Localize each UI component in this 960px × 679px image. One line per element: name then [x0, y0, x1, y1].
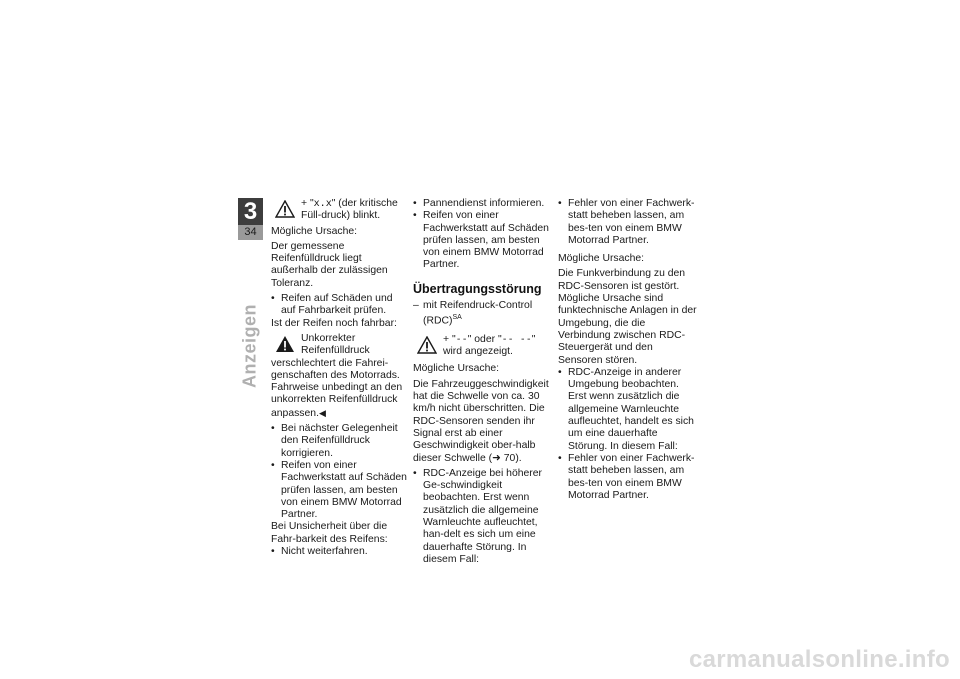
display-code: -- -- — [501, 333, 532, 345]
page-reference[interactable]: 70 — [503, 452, 516, 464]
chapter-tab — [238, 198, 263, 240]
watermark: carmanualsonline.info — [688, 646, 950, 673]
list-item: • Bei nächster Gelegenheit den Reifenfülldruck korrigieren. — [271, 423, 407, 460]
display-code: -- — [455, 333, 468, 345]
display-code: x.x — [313, 198, 332, 209]
column-1 — [271, 198, 407, 558]
section-heading: Übertragungsstörung — [413, 281, 542, 296]
warning-critical-pressure: + "x.x" (der kritische Füll-druck) blinkt. — [271, 198, 407, 223]
option-note: – mit Reifendruck-Control (RDC)$^{SA}$ — [413, 300, 553, 328]
list-item: • Reifen von einer Fachwerkstatt auf Schäden prüfen lassen, am besten von einem BMW Motorrad Partner. — [413, 210, 553, 271]
column-2 — [413, 198, 553, 566]
warning-triangle-icon — [275, 335, 295, 353]
cause-label: Mögliche Ursache: — [271, 225, 358, 237]
end-mark-icon: ◀ — [318, 407, 326, 418]
warning-pressure-handling: Unkorrekter Reifenfülldruck verschlechtert die Fahrei-genschaften des Motorrads. Fahrweise unbedingt an den unkorrekten Reifenfülldruck anpassen.◀ — [271, 332, 403, 419]
cause-text: Die Fahrzeuggeschwindigkeit hat die Schwelle von ca. 30 km/h nicht überschritten. Die RDC-Sensoren senden ihr Signal erst ab einer Geschwindigkeit ober-halb dieser Schwelle (➜ 70). — [413, 378, 549, 464]
page-number: 34 — [238, 225, 263, 240]
warning-triangle-icon — [417, 336, 437, 354]
list-item: • RDC-Anzeige bei höherer Ge-schwindigkeit beobachten. Erst wenn zusätzlich die allgemeine Warnleuchte aufleuchtet, han-delt es sich um eine dauerhafte Störung. In diesem Fall: — [413, 468, 553, 566]
list-item: • Pannendienst informieren. — [413, 198, 553, 210]
list-item: • Fehler von einer Fachwerk-statt beheben lassen, am bes-ten von einem BMW Motorrad Partner. — [558, 453, 698, 502]
cause-label: Mögliche Ursache: — [558, 253, 645, 265]
list-item: • Nicht weiterfahren. — [271, 546, 407, 558]
list-item: • Reifen von einer Fachwerkstatt auf Schäden prüfen lassen, am besten von einem BMW Motorrad Partner. — [271, 460, 407, 521]
uncertainty-text: Bei Unsicherheit über die Fahr-barkeit des Reifens: — [271, 521, 388, 545]
list-item: • Fehler von einer Fachwerk-statt beheben lassen, am bes-ten von einem BMW Motorrad Partner. — [558, 198, 698, 247]
arrow-right-icon: ➜ — [492, 452, 501, 464]
chapter-number: 3 — [243, 198, 258, 225]
list-item: • Reifen auf Schäden und auf Fahrbarkeit prüfen. — [271, 293, 407, 318]
cause-text: Der gemessene Reifenfülldruck liegt außerhalb der zulässigen Toleranz. — [271, 240, 388, 289]
warning-triangle-icon — [275, 200, 295, 218]
cause-text: Die Funkverbindung zu den RDC-Sensoren ist gestört. Mögliche Ursache sind funktechnische Anlagen in der Umgebung, die die Verbindung zwischen RDC-Steuergerät und den Sensoren stören. — [558, 268, 697, 366]
list-item: • RDC-Anzeige in anderer Umgebung beobachten. Erst wenn zusätzlich die allgemeine Warnleuchte aufleuchtet, handelt es sich um eine dauerhafte Störung. In diesem Fall: — [558, 367, 698, 453]
section-label-text: Anzeigen — [239, 303, 260, 389]
warning-transmission: + "--" oder "-- --" wird angezeigt. — [413, 334, 553, 359]
question-text: Ist der Reifen noch fahrbar: — [271, 317, 397, 329]
column-3 — [558, 198, 698, 502]
cause-label: Mögliche Ursache: — [413, 363, 500, 375]
